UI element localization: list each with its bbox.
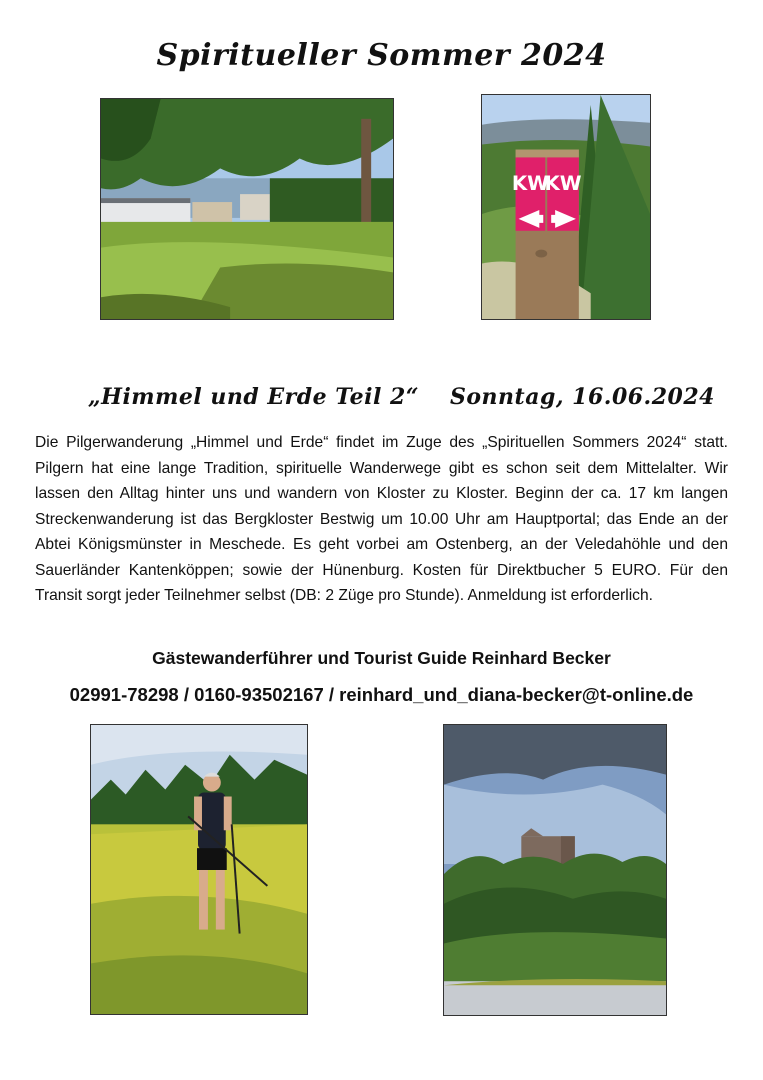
guide-name: Gästewanderführer und Tourist Guide Reinhard Becker [152,648,611,668]
photo-abbey [443,724,667,1016]
event-subtitle: „Himmel und Erde Teil 2“ [88,384,419,410]
photo-hiker [90,724,308,1015]
event-date: Sonntag, 16.06.2024 [450,384,715,410]
page-title: Spiritueller Sommer 2024 [156,38,607,73]
sign-left-text: KW [511,172,549,196]
event-description: Die Pilgerwanderung „Himmel und Erde“ findet im Zuge des „Spirituellen Sommers 2024“ statt. Pilgern hat eine lange Tradition, spirituelle Wanderwege gibt es schon seit dem Mittelalter. Wir lassen den Alltag hinter uns und wandern von Kloster zu Kloster. Beginn der ca. 17 km langen Streckenwanderung ist das Bergkloster Bestwig um 10.00 Uhr am Hauptportal; das Ende an der Abtei Königsmünster in Meschede. Es geht vorbei am Ostenberg, an der Veledahöhle und den Sauerländer Kantenköppen; sowie der Hünenburg. Kosten für Direktbucher 5 EURO. Für den Transit sorgt jeder Teilnehmer selbst (DB: 2 Züge pro Stunde). Anmeldung ist erforderlich. [35,434,728,604]
photo-meadow [100,98,394,320]
sign-right-text: KW [544,172,582,196]
photo-trail-marker [481,94,651,320]
contact-info: 02991-78298 / 0160-93502167 / reinhard_und_diana-becker@t-online.de [69,684,694,705]
